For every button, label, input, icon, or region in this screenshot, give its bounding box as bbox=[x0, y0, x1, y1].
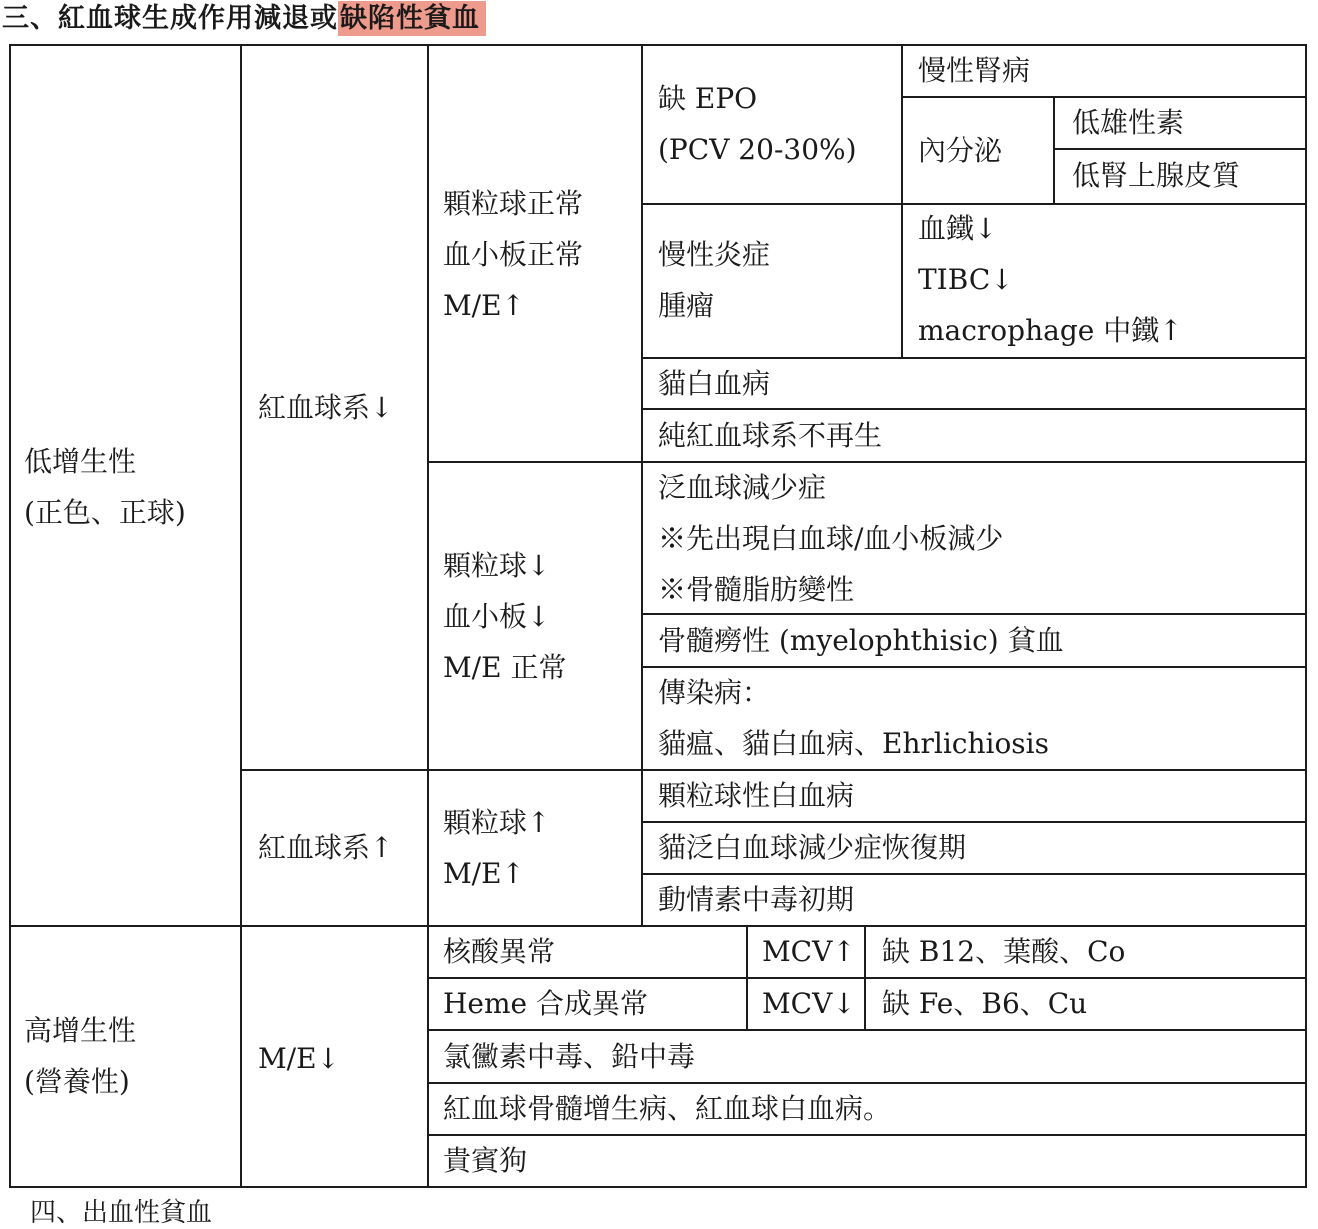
group-line: M/E 正常 bbox=[443, 651, 567, 684]
mcv-increased: MCV↑ bbox=[762, 935, 856, 968]
group-line: 顆粒球↑ bbox=[443, 806, 551, 839]
poodle: 貴賓狗 bbox=[443, 1144, 528, 1177]
title-highlight: 缺陷性貧血 bbox=[338, 1, 486, 36]
category-hyperproliferative bbox=[24, 1005, 136, 1107]
heme-synthesis-abnormality: Heme 合成異常 bbox=[443, 987, 649, 1020]
mcv-decreased: MCV↓ bbox=[762, 987, 856, 1020]
erythroid-decreased: 紅血球系↓ bbox=[258, 391, 394, 424]
chloramphenicol-lead-poisoning: 氯黴素中毒、鉛中毒 bbox=[443, 1040, 696, 1073]
iron-status bbox=[918, 203, 1183, 356]
aplastic-line: ※先出現白血球/血小板減少 bbox=[658, 522, 1004, 555]
iron-line: 血鐵↓ bbox=[918, 212, 998, 245]
infectious-disease bbox=[658, 667, 1049, 769]
chronic-line: 腫瘤 bbox=[658, 289, 715, 322]
feline-leukemia: 貓白血病 bbox=[658, 367, 771, 400]
iron-line: TIBC↓ bbox=[918, 263, 1014, 296]
epo-line: 缺 EPO bbox=[658, 82, 758, 115]
category-line: (正色、正球) bbox=[24, 496, 186, 529]
estrogen-toxicity: 動情素中毒初期 bbox=[658, 883, 855, 916]
grid-line bbox=[240, 44, 242, 1188]
nucleic-cause: 缺 B12、葉酸、Co bbox=[882, 935, 1126, 968]
iron-line: macrophage 中鐵↑ bbox=[918, 314, 1183, 347]
grid-line bbox=[1305, 44, 1307, 1188]
grid-line bbox=[9, 44, 11, 1188]
category-line: 低增生性 bbox=[24, 445, 137, 478]
myelophthisic-anemia: 骨髓癆性 (myelophthisic) 貧血 bbox=[658, 624, 1064, 657]
erythroid-proliferative-disease: 紅血球骨髓增生病、紅血球白血病。 bbox=[443, 1092, 892, 1125]
grid-line bbox=[427, 44, 429, 1188]
title-prefix: 三、紅血球生成作用減退或 bbox=[2, 3, 338, 34]
group-line: 血小板正常 bbox=[443, 238, 584, 271]
grid-line bbox=[864, 925, 866, 1031]
group-line: 血小板↓ bbox=[443, 600, 551, 633]
group-line: 顆粒球正常 bbox=[443, 187, 584, 220]
category-hypoproliferative bbox=[24, 436, 186, 538]
panleukopenia-recovery: 貓泛白血球減少症恢復期 bbox=[658, 831, 967, 864]
grid-line bbox=[901, 44, 903, 359]
grid-line bbox=[10, 1186, 1306, 1188]
group-line: M/E↑ bbox=[443, 289, 526, 322]
low-adrenal-cortex: 低腎上腺皮質 bbox=[1072, 159, 1241, 192]
nucleic-acid-abnormality: 核酸異常 bbox=[443, 935, 556, 968]
grid-line bbox=[1053, 96, 1055, 205]
infectious-line: 傳染病： bbox=[658, 676, 771, 709]
group-a-label bbox=[443, 178, 583, 331]
chronic-inflammation-tumor bbox=[658, 229, 770, 331]
low-androgen: 低雄性素 bbox=[1072, 106, 1185, 139]
category-line: (營養性) bbox=[24, 1065, 130, 1098]
erythroid-increased: 紅血球系↑ bbox=[258, 831, 394, 864]
epo-deficiency bbox=[658, 73, 857, 175]
heme-cause: 缺 Fe、B6、Cu bbox=[882, 987, 1088, 1020]
grid-line bbox=[10, 44, 1306, 46]
chronic-kidney-disease: 慢性腎病 bbox=[918, 54, 1031, 87]
grid-line bbox=[428, 1134, 1306, 1136]
grid-line bbox=[746, 925, 748, 1031]
group-line: M/E↑ bbox=[443, 857, 526, 890]
epo-line: (PCV 20-30%) bbox=[658, 133, 857, 166]
category-line: 高增生性 bbox=[24, 1014, 137, 1047]
group-c-label bbox=[443, 797, 550, 899]
section-title bbox=[2, 0, 486, 38]
endocrine: 內分泌 bbox=[918, 134, 1003, 167]
chronic-line: 慢性炎症 bbox=[658, 238, 771, 271]
me-ratio-decreased: M/E↓ bbox=[258, 1042, 341, 1075]
group-b-label bbox=[443, 540, 566, 693]
group-line: 顆粒球↓ bbox=[443, 549, 551, 582]
next-section-fragment: 四、出血性貧血 bbox=[30, 1198, 213, 1228]
aplastic-anemia bbox=[658, 462, 1003, 615]
grid-line bbox=[641, 44, 643, 927]
granulocytic-leukemia: 顆粒球性白血病 bbox=[658, 779, 855, 812]
aplastic-line: 泛血球減少症 bbox=[658, 471, 827, 504]
aplastic-line: ※骨髓脂肪變性 bbox=[658, 573, 855, 606]
infectious-line: 貓瘟、貓白血病、Ehrlichiosis bbox=[658, 727, 1049, 760]
pure-red-cell-aplasia: 純紅血球系不再生 bbox=[658, 419, 883, 452]
